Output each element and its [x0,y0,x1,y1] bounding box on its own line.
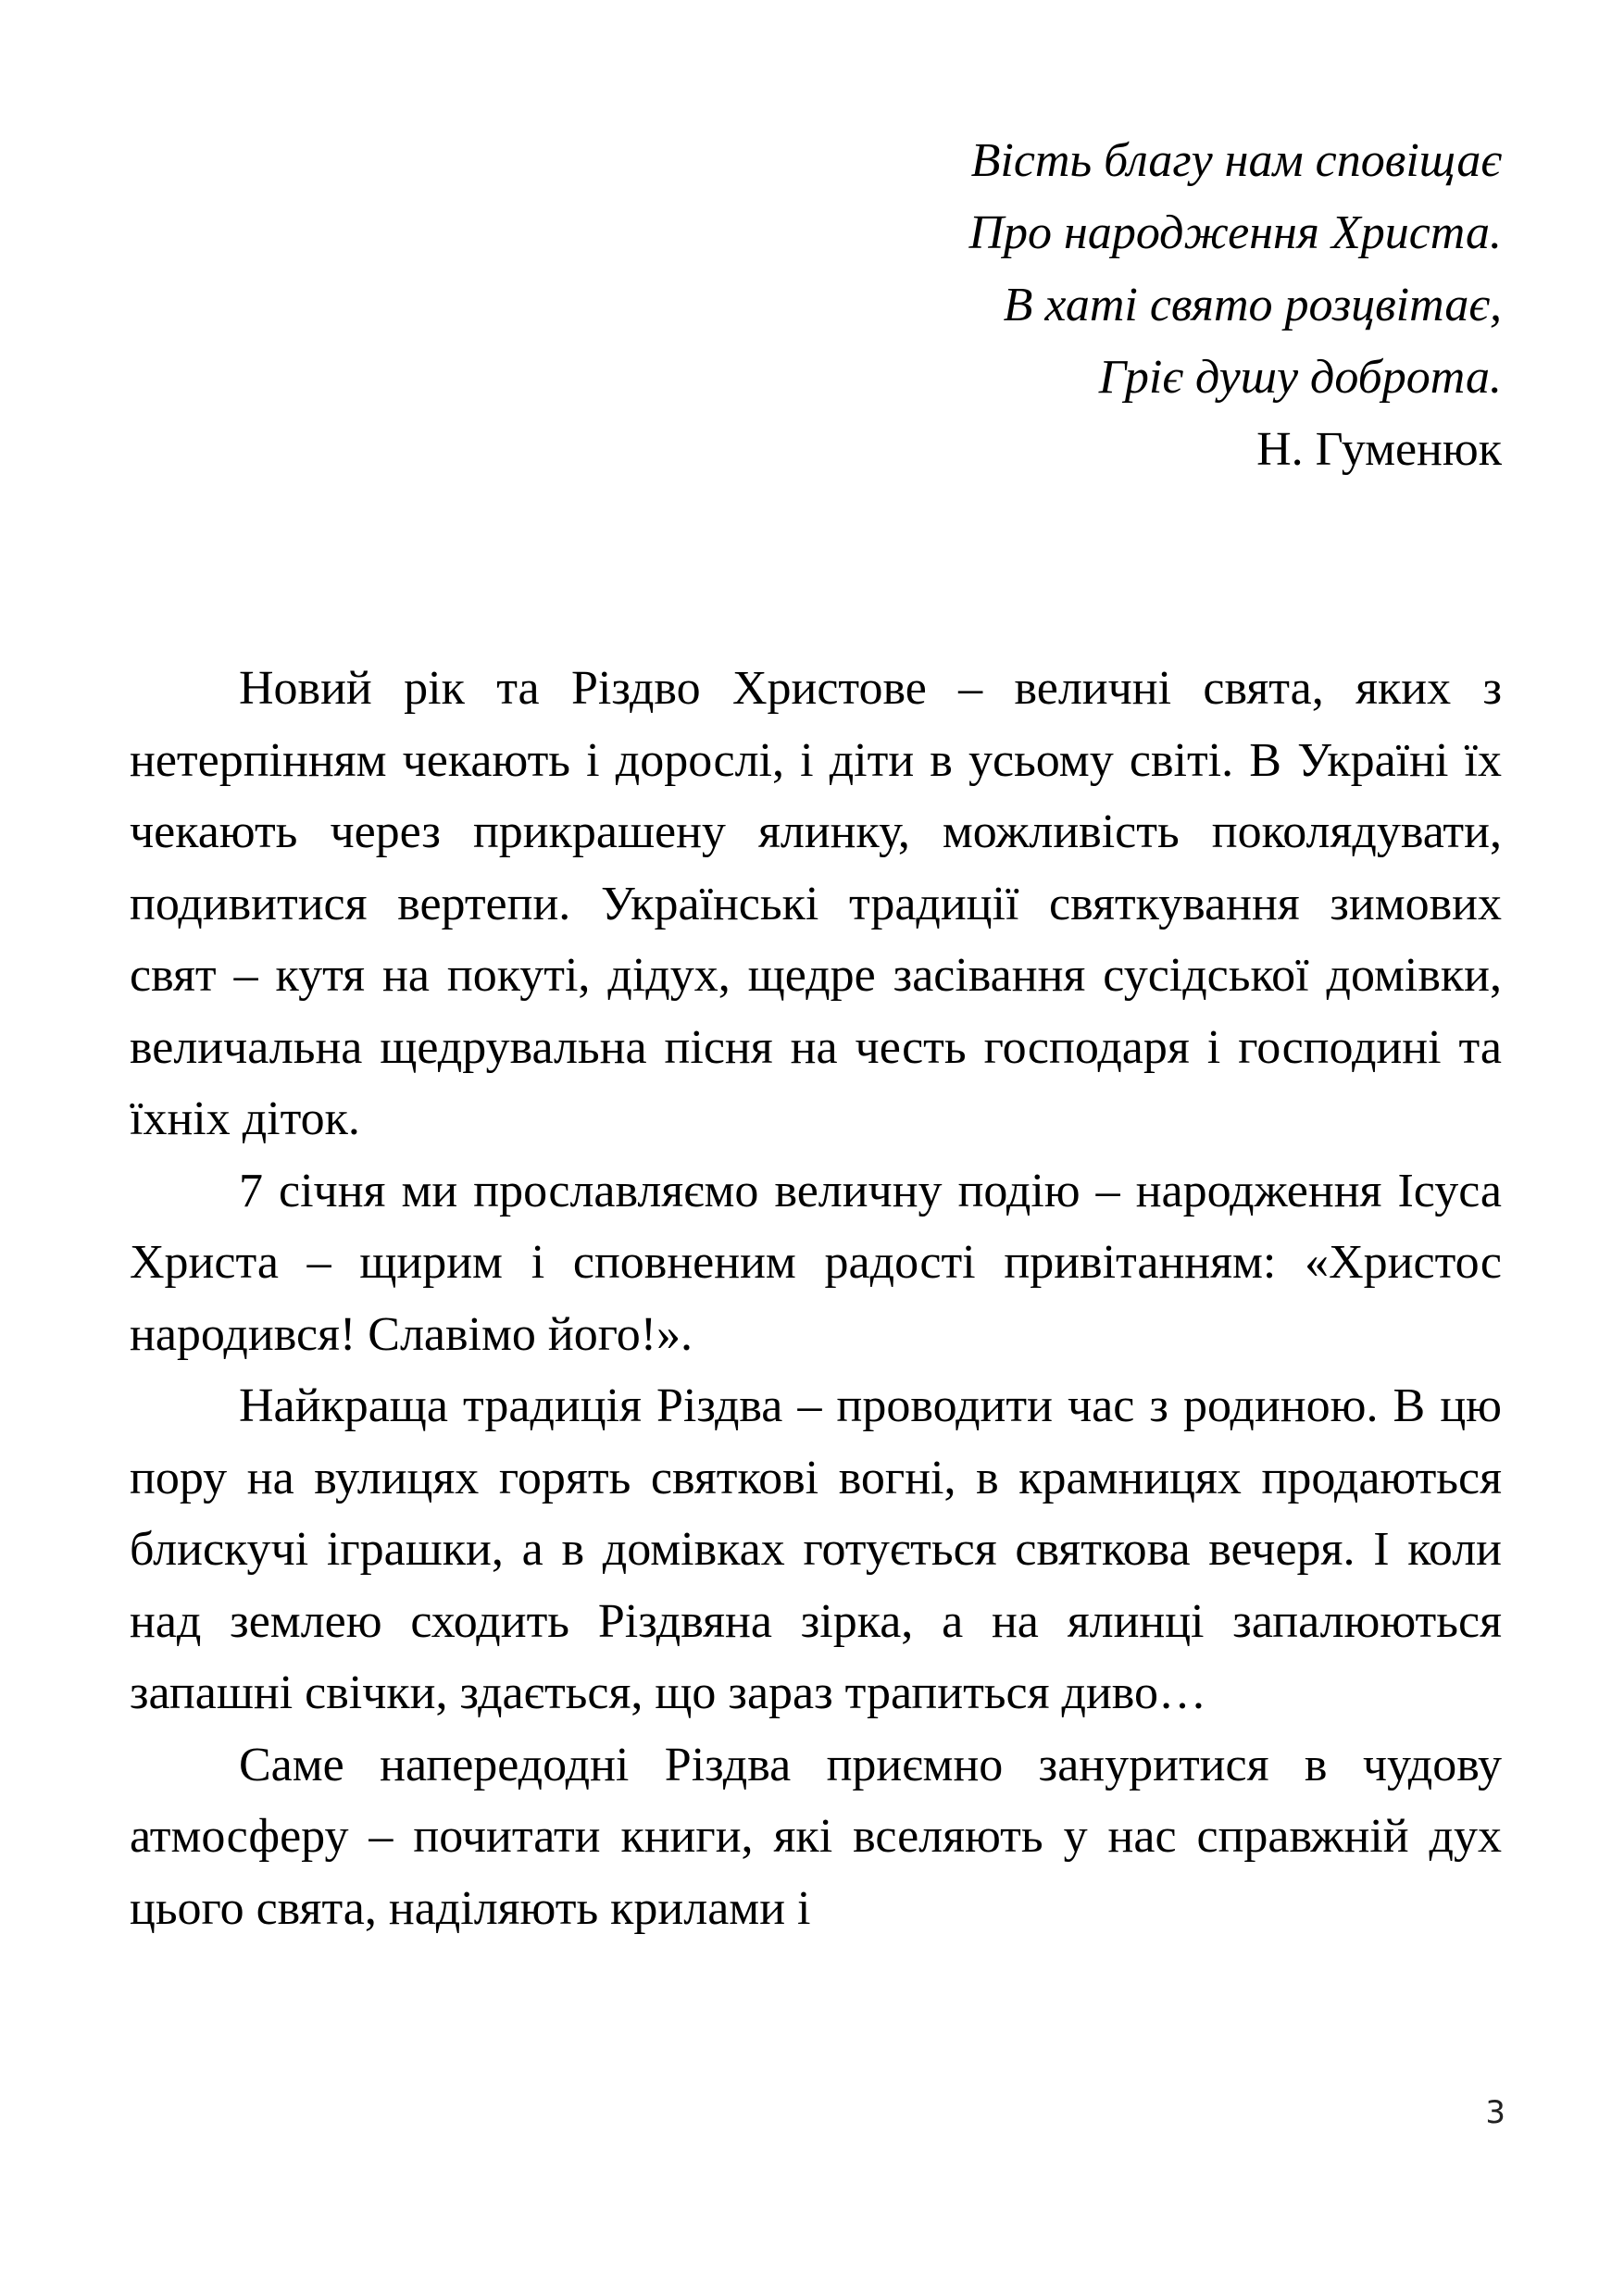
paragraph-4: Саме напередодні Різдва приємно зануритися в чудову атмосферу – почитати книги, які вселяють у нас справжній дух цього свята, наділяють крилами і [130,1738,1502,1935]
paragraph-1: Новий рік та Різдво Христове – величні свята, яких з нетерпінням чекають і дорослі, і діти в усьому світі. В Україні їх чекають через прикрашену ялинку, можливість поколядувати, подивитися вертепи. Українські традиції святкування зимових свят – кутя на покуті, дідух, щедре засівання сусідської домівки, величальна щедрувальна пісня на честь господаря і господині та їхніх діток. [130,662,1502,1145]
epigraph-author: Н. Гуменюк [1256,423,1502,476]
verse-line-1: Вість благу нам сповіщає [970,134,1502,187]
body-text [130,653,1502,1944]
page-number: 3 [1485,2094,1505,2131]
paragraph-3: Найкраща традиція Різдва – проводити час з родиною. В цю пору на вулицях горять святкові вогні, в крамницях продаються блискучі іграшки, а в домівках готується святкова вечеря. І коли над землею сходить Різдвяна зірка, а на ялинці запалюються запашні свічки, здається, що зараз трапиться диво… [130,1379,1502,1719]
paragraph-2: 7 січня ми прославляємо величну подію – народження Ісуса Христа – щирим і сповненим радості привітанням: «Христос народився! Славімо його!». [130,1164,1502,1361]
verse-line-2: Про народження Христа. [968,206,1502,259]
verse-line-4: Гріє душу доброта. [1098,351,1502,404]
verse-line-3: В хаті свято розцвітає, [1003,279,1502,331]
epigraph [130,125,1502,486]
